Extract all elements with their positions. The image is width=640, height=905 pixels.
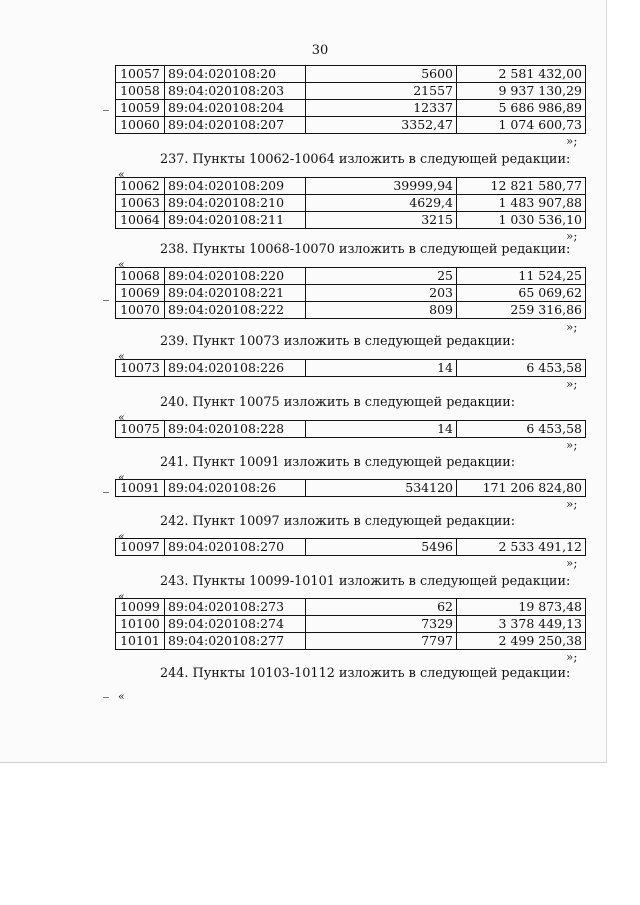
opening-quote: « [118,590,125,603]
area-value: 21557 [306,83,457,100]
closing-quote: »; [566,377,578,391]
cadastral-number: 89:04:020108:26 [165,480,306,497]
area-value: 534120 [306,480,457,497]
land-table [115,267,586,319]
table-row [116,599,586,616]
table-row [116,616,586,633]
row-number: 10091 [116,480,165,497]
cadastral-number: 89:04:020108:207 [165,117,306,134]
cost-value: 11 524,25 [457,268,586,285]
table-row [116,285,586,302]
cadastral-number: 89:04:020108:204 [165,100,306,117]
opening-quote: « [118,168,125,181]
table-row [116,83,586,100]
area-value: 809 [306,302,457,319]
closing-quote: »; [566,320,578,334]
table-row [116,633,586,650]
section-heading: 238. Пункты 10068-10070 изложить в следующей редакции: [160,242,571,257]
row-number: 10070 [116,302,165,319]
table-row [116,195,586,212]
table-row [116,212,586,229]
area-value: 14 [306,421,457,438]
area-value: 4629,4 [306,195,457,212]
table-row [116,178,586,195]
cadastral-number: 89:04:020108:226 [165,360,306,377]
row-number: 10100 [116,616,165,633]
land-table [115,177,586,229]
row-number: 10099 [116,599,165,616]
cadastral-number: 89:04:020108:220 [165,268,306,285]
table-row [116,480,586,497]
cost-value: 12 821 580,77 [457,178,586,195]
cost-value: 2 581 432,00 [457,66,586,83]
table-row [116,302,586,319]
cadastral-number: 89:04:020108:209 [165,178,306,195]
cadastral-number: 89:04:020108:273 [165,599,306,616]
cost-value: 6 453,58 [457,421,586,438]
cost-value: 2 533 491,12 [457,539,586,556]
section-heading: 241. Пункт 10091 изложить в следующей редакции: [160,455,516,470]
table-row [116,268,586,285]
land-table [115,479,586,497]
row-number: 10064 [116,212,165,229]
section-heading: 237. Пункты 10062-10064 изложить в следующей редакции: [160,152,571,167]
cost-value: 3 378 449,13 [457,616,586,633]
area-value: 5600 [306,66,457,83]
area-value: 7797 [306,633,457,650]
cadastral-number: 89:04:020108:221 [165,285,306,302]
cadastral-number: 89:04:020108:222 [165,302,306,319]
area-value: 203 [306,285,457,302]
row-number: 10097 [116,539,165,556]
cost-value: 1 030 536,10 [457,212,586,229]
row-number: 10057 [116,66,165,83]
area-value: 62 [306,599,457,616]
table-row [116,360,586,377]
row-number: 10062 [116,178,165,195]
section-heading: 243. Пункты 10099-10101 изложить в следующей редакции: [160,574,571,589]
cadastral-number: 89:04:020108:270 [165,539,306,556]
cost-value: 1 074 600,73 [457,117,586,134]
cost-value: 9 937 130,29 [457,83,586,100]
cost-value: 5 686 986,89 [457,100,586,117]
row-number: 10068 [116,268,165,285]
row-number: 10101 [116,633,165,650]
cadastral-number: 89:04:020108:203 [165,83,306,100]
table-row [116,539,586,556]
land-table-continued [115,65,586,134]
area-value: 12337 [306,100,457,117]
cost-value: 1 483 907,88 [457,195,586,212]
closing-quote: »; [566,497,578,511]
section-heading: 242. Пункт 10097 изложить в следующей редакции: [160,514,516,529]
table-row [116,421,586,438]
closing-quote: »; [566,650,578,664]
margin-mark [103,697,109,698]
opening-quote: « [118,411,125,424]
area-value: 5496 [306,539,457,556]
section-heading: 239. Пункт 10073 изложить в следующей редакции: [160,334,516,349]
area-value: 14 [306,360,457,377]
cadastral-number: 89:04:020108:210 [165,195,306,212]
margin-mark [103,110,109,111]
row-number: 10058 [116,83,165,100]
cadastral-number: 89:04:020108:20 [165,66,306,83]
row-number: 10059 [116,100,165,117]
cost-value: 2 499 250,38 [457,633,586,650]
cadastral-number: 89:04:020108:211 [165,212,306,229]
row-number: 10063 [116,195,165,212]
table-row [116,100,586,117]
closing-quote: »; [566,134,578,148]
section-heading: 240. Пункт 10075 изложить в следующей редакции: [160,395,516,410]
margin-mark [103,492,109,493]
table-row [116,117,586,134]
cost-value: 259 316,86 [457,302,586,319]
opening-quote: « [118,530,125,543]
row-number: 10075 [116,421,165,438]
margin-mark [103,300,109,301]
row-number: 10073 [116,360,165,377]
page-number: 30 [311,43,329,58]
land-table [115,538,586,556]
cadastral-number: 89:04:020108:277 [165,633,306,650]
cadastral-number: 89:04:020108:274 [165,616,306,633]
area-value: 25 [306,268,457,285]
opening-quote: « [118,258,125,271]
closing-quote: »; [566,556,578,570]
cost-value: 6 453,58 [457,360,586,377]
land-table [115,598,586,650]
cost-value: 171 206 824,80 [457,480,586,497]
area-value: 7329 [306,616,457,633]
row-number: 10060 [116,117,165,134]
area-value: 39999,94 [306,178,457,195]
opening-quote: « [118,350,125,363]
area-value: 3352,47 [306,117,457,134]
area-value: 3215 [306,212,457,229]
section-heading: 244. Пункты 10103-10112 изложить в следующей редакции: [160,666,571,681]
closing-quote: »; [566,438,578,452]
land-table [115,420,586,438]
table-row [116,66,586,83]
closing-quote: »; [566,229,578,243]
row-number: 10069 [116,285,165,302]
opening-quote: « [118,471,125,484]
opening-quote: « [118,690,125,703]
cadastral-number: 89:04:020108:228 [165,421,306,438]
cost-value: 19 873,48 [457,599,586,616]
cost-value: 65 069,62 [457,285,586,302]
land-table [115,359,586,377]
